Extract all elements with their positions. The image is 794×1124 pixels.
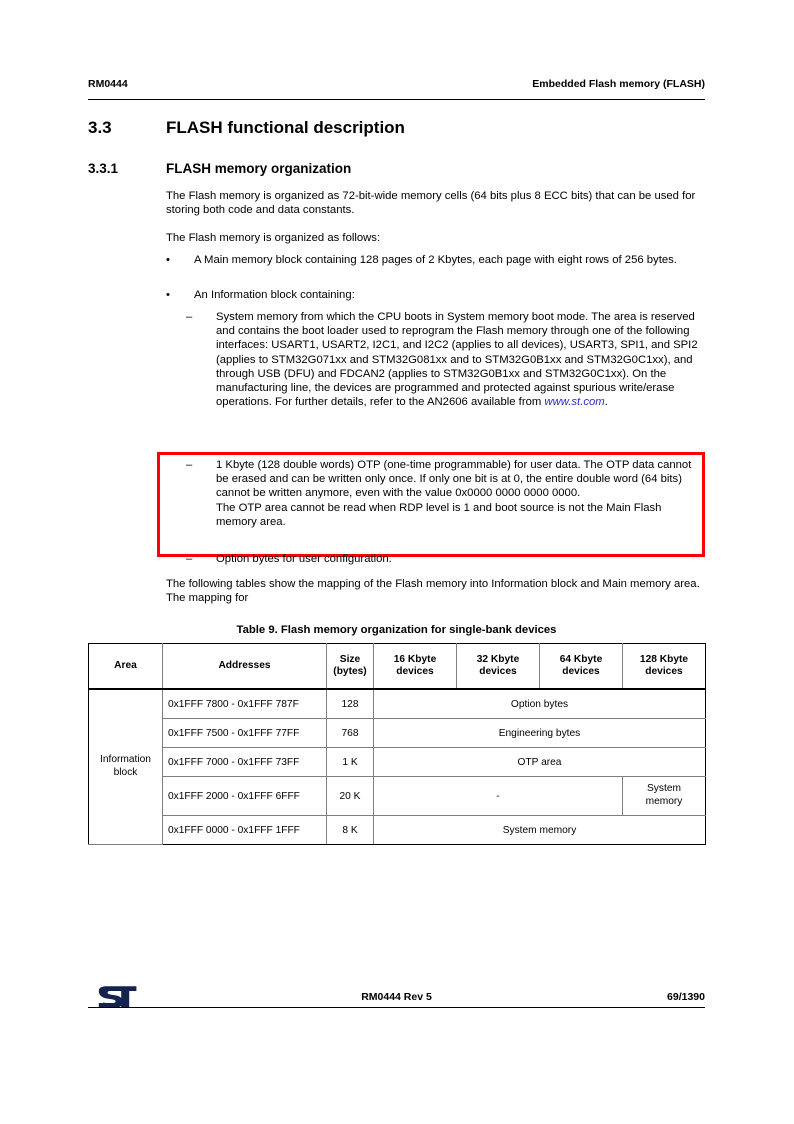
column-header-32kbyte [457,644,540,690]
cell-content-128kbyte [623,777,706,816]
dash-item-otp [166,458,705,529]
cell-addresses: 0x1FFF 2000 - 0x1FFF 6FFF [163,777,327,816]
cell-size: 1 K [327,748,374,777]
header-chapter-title: Embedded Flash memory (FLASH) [532,78,705,90]
subsection-title: FLASH memory organization [166,161,352,176]
paragraph-text: The following tables show the mapping of the Flash memory into Information block and Main memory area. The mapping for [166,578,700,605]
cell-content: Engineering bytes [374,719,706,748]
table-header-row [89,644,706,690]
cell-addresses: 0x1FFF 0000 - 0x1FFF 1FFF [163,816,327,845]
dash-item-system-memory [166,310,705,409]
bullet-main-memory-block [166,253,705,267]
column-header-32kbyte-line2: devices [479,666,517,677]
column-header-128kbyte-line2: devices [645,666,683,677]
page-header [88,78,705,90]
cell-area-information-block [89,689,163,845]
table-row [89,689,706,719]
cell-content: - [374,777,623,816]
paragraph-text: The Flash memory is organized as follows: [166,232,381,244]
paragraph-organized-as-follows [166,231,705,245]
cell-size: 20 K [327,777,374,816]
column-header-size [327,644,374,690]
bullet-marker: • [166,289,170,301]
section-heading-3-3-1 [88,161,705,176]
dash-text [216,310,705,409]
cell-size: 128 [327,689,374,719]
cell-content: Option bytes [374,689,706,719]
table-row [89,719,706,748]
bullet-information-block [166,288,705,302]
otp-text-line-1: 1 Kbyte (128 double words) OTP (one-time programmable) for user data. The OTP data cannot be erased and can be written only once. If only one bit is at 0, the entire double word (64 bits) cannot be written anymore, even with the value 0x0000 0000 0000 0000. [216,459,692,500]
column-header-16kbyte-line2: devices [396,666,434,677]
cell-addresses: 0x1FFF 7800 - 0x1FFF 787F [163,689,327,719]
cell-content: System memory [374,816,706,845]
cell-size: 8 K [327,816,374,845]
column-header-128kbyte-line1: 128 Kbyte [639,653,689,665]
paragraph-text: The Flash memory is organized as 72-bit-wide memory cells (64 bits plus 8 ECC bits) that can be used for storing both code and data constants. [166,190,696,217]
area-label-line1: Information [100,754,151,766]
dash-text-part-a: System memory from which the CPU boots in System memory boot mode. The area is reserved and contains the boot loader used to reprogram the Flash memory through one of the following interfaces: USART1, USART2, I2C1, and I2C2 (applies to all devices), USART3, SPI1, and SPI2 (applies to STM32G071xx and STM32G081xx and to STM32G0B1xx and STM32G0C1xx), and through USB (DFU) and FDCAN2 (applies to STM32G0B1xx and STM32G0C1xx). On the manufacturing line, the devices are programmed and protected against spurious write/erase operations. For further details, refer to the AN2606 available from [216,311,698,409]
cell-content-line1: System [647,783,681,795]
cell-content: OTP area [374,748,706,777]
column-header-size-line1: Size [339,653,361,665]
section-title: FLASH functional description [166,118,405,137]
bullet-marker: • [166,254,170,266]
flash-memory-organization-table [88,643,706,845]
dash-text [216,458,705,529]
header-doc-id: RM0444 [88,78,128,90]
header-rule [88,99,705,100]
bullet-text: A Main memory block containing 128 pages of 2 Kbytes, each page with eight rows of 256 bytes. [194,254,677,266]
dash-marker: – [186,311,193,323]
cell-addresses: 0x1FFF 7500 - 0x1FFF 77FF [163,719,327,748]
bullet-text: An Information block containing: [194,289,355,301]
table-caption: Table 9. Flash memory organization for single-bank devices [236,624,557,636]
otp-text-line-2: The OTP area cannot be read when RDP level is 1 and boot source is not the Main Flash memory area. [216,501,662,528]
dash-marker: – [186,459,193,471]
cell-content-line2: memory [645,796,683,807]
table-row [89,748,706,777]
footer-rule [88,1007,705,1008]
footer-page-number: 69/1390 [667,991,705,1003]
section-number: 3.3 [88,118,112,137]
column-header-size-line2: (bytes) [333,666,367,677]
column-header-addresses: Addresses [163,644,327,690]
footer-document-revision: RM0444 Rev 5 [361,991,432,1003]
dash-text-part-b: . [604,396,608,409]
dash-item-option-bytes [166,552,705,566]
section-heading-3-3 [88,118,705,138]
subsection-number: 3.3.1 [88,161,119,176]
dash-marker: – [186,553,193,565]
st-com-link[interactable]: www.st.com [544,396,605,409]
column-header-16kbyte [374,644,457,690]
column-header-128kbyte [623,644,706,690]
column-header-16kbyte-line1: 16 Kbyte [393,653,437,665]
column-header-64kbyte [540,644,623,690]
page-footer [88,988,705,1008]
cell-addresses: 0x1FFF 7000 - 0x1FFF 73FF [163,748,327,777]
area-label-line2: block [113,767,138,778]
column-header-64kbyte-line1: 64 Kbyte [559,653,603,665]
column-header-32kbyte-line1: 32 Kbyte [476,653,520,665]
table-row [89,777,706,816]
dash-text: Option bytes for user configuration. [216,553,392,565]
paragraph-intro [166,189,705,217]
column-header-area: Area [89,644,163,690]
cell-size: 768 [327,719,374,748]
paragraph-mapping [166,577,705,605]
column-header-64kbyte-line2: devices [562,666,600,677]
table-row [89,816,706,845]
